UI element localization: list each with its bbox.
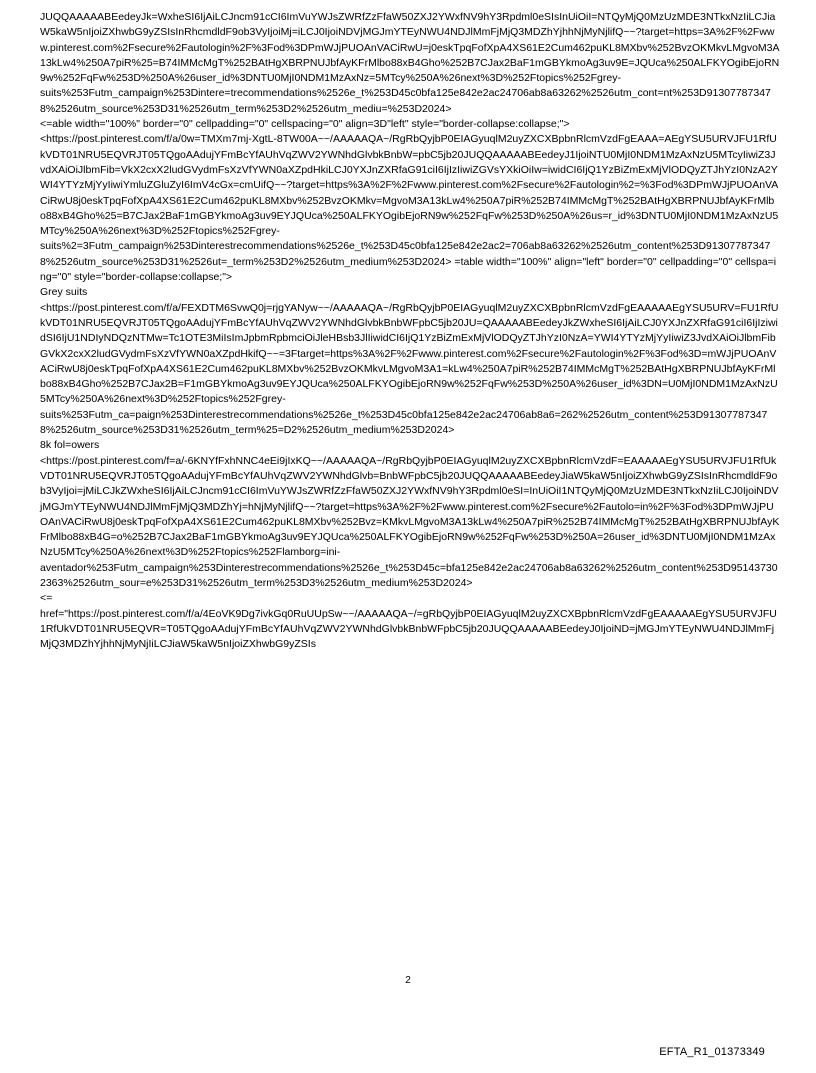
email-text-line: <= (40, 592, 53, 605)
email-text-line: <https://post.pinterest.com/f/a/0w=TMXm7mj-XgtL-8TW00A~~/AAAAAQA~/RgRbQyjbP0EIAGyuqlM2uyZXCXBpbnRlcmVzdFgEAAA=AEgYSU5URVJFU1RfUkVDT01NRU5EQVRJT05TQgoAAdujYFmBcYfAUhVqZWV2YWNhdGlvbkBnbW=pbC5jb20JUQQAAAAABEedeyJ1IjoiNTU0MjI0NDM1MzAxNzU5MTcyIiwiZ3JvdXAiOiJlbmFib=VkX2cxX2ludGVydmFsXzVfYWN0aXZpdHkiLCJ0YXJnZXRfaG91ciI6IjIzIiwiZGVsYXkiOiIw=iwidCI6IjQ1YzBiZmExMjVlODQyZTJhYzI0NzA2YWI4YTYzMjYyIiwiYmluZGluZyI6ImV4cGx=cmUifQ~~?target=https%3A%2F%2Fwww.pinterest.com%2Fsecure%2Fautologin%2=%3Fod%3DPmWJjPUOAnVACiRwU8j0eskTpqFofXpA4XS61E2Cum462puKL8MXbv%252BvzOKMkv=MgvoM3A13kLw4%250A7piR%252B74IMMcMgT%252BAtHgXBRPNUJbfAyKFrMlbo88xB4Gho%25=B7CJax2BaF1mGBYkmoAg3uv9EYJQUca%250ALFKYOgibEjoRN9w%252FqFw%253D%250A%26us=r_id%3DNTU0MjI0NDM1MzAxNzU5MTcy%250A%26next%3D%252Ftopics%252Fgrey- (40, 133, 779, 238)
email-text-line: Grey suits (40, 286, 88, 299)
email-text-line: JUQQAAAAABEedeyJk=WxheSI6IjAiLCJncm91cCI6ImVuYWJsZWRfZzFfaW50ZXJ2YWxfNV9hY3Rpdml0eSIsInUiOiI=NTQyMjQ0MzUzMDE3NTkxNzIiLCJiaW5kaW5nIjoiZXhwbG9yZSIsInRhcmdldF9ob3VyIjoiMj=iLCJ0IjoiNDVjMGJmYTEyNWU4NDJlMmFjMjQ3MDZhYjhhNjMyNjlifQ~~?target=https=3A%2F%2Fwww.pinterest.com%2Fsecure%2Fautologin%2F%3Fod%3DPmWJjPUOAnVACiRwU=j0eskTpqFofXpA4XS61E2Cum462puKL8MXbv%252BvzOKMkvLMgvoM3A13kLw4%250A7piR%25=B74IMMcMgT%252BAtHgXBRPNUJbfAyKFrMlbo88xB4Gho%252B7CJax2BaF1mGBYkmoAg3uv9E=JQUca%250ALFKYOgibEjoRN9w%252FqFw%253D%250A%26user_id%3DNTU0MjI0NDM1MzAxNz=5MTcy%250A%26next%3D%252Ftopics%252Fgrey- (40, 11, 780, 85)
email-text-line: href="https://post.pinterest.com/f/a/4EoVK9Dg7ivkGq0RuUUpSw~~/AAAAAQA~/=gRbQyjbP0EIAGyuqlM2uyZXCXBpbnRlcmVzdFgEAAAAAEgYSU5URVJFU1RfUkVDT01NRU5EQVR=T05TQgoAAdujYFmBcYfAUhVqZWV2YWNhdGlvbkBnbWFpbC5jb20JUQQAAAAABEedeyJ0IjoiND=jMGJmYTEyNWU4NDJlMmFjMjQ3MDZhYjhhNjMyNjIiLCJiaW5kaW5nIjoiZXhwbG9yZSIs (40, 607, 777, 651)
bates-number: EFTA_R1_01373349 (659, 1046, 765, 1058)
email-text-line: 8k fol=owers (40, 439, 100, 452)
page-number: 2 (405, 975, 411, 986)
email-text-line: aventador%253Futm_campaign%253Dinterestrecommendations%2526e_t%253D45c=bfa125e842e2ac24706ab8a63262%2526utm_content%253D951437302363%2526utm_sour=e%253D31%2526utm_term%253D3%2526utm_medium%253D2024> (40, 561, 778, 589)
document-body (40, 10, 780, 652)
email-text-line: suits%253Futm_ca=paign%253Dinterestrecommendations%2526e_t%253D45c0bfa125e842e2ac24706ab8a6=262%2526utm_content%253D913077873478%2526utm_source%253D31%2526utm_term%25=D2%2526utm_medium%253D2024> (40, 408, 768, 437)
email-text-line: suits%253Futm_campaign%253Dintere=trecommendations%2526e_t%253D45c0bfa125e842e2ac24706ab8a63262%2526utm_cont=nt%253D913077873478%2526utm_source%253D31%2526utm_term%253D2%2526utm_mediu=%253D2024> (40, 87, 771, 115)
email-text-line: <=able width="100%" border="0" cellpadding="0" cellspacing="0" align=3D"left" style="border-collapse:collapse;"> (40, 118, 570, 131)
email-text-line: suits%2=3Futm_campaign%253Dinterestrecommendations%2526e_t%253D45c0bfa125e842e2ac2=706ab8a63262%2526utm_content%253D913077873478%2526utm_source%253D31%2526ut=_term%253D2%2526utm_medium%253D2024> =table width="100%" align="left" border="0" cellpadding="0" cellspa=ing="0" style="border-collapse:collapse;"> (40, 240, 777, 284)
email-text-line: <https://post.pinterest.com/f=a/-6KNYfFxhNNC4eEi9jIxKQ~~/AAAAAQA~/RgRbQyjbP0EIAGyuqlM2uyZXCXBpbnRlcmVzdF=EAAAAAEgYSU5URVJFU1RfUkVDT01NRU5EQVRJT05TQgoAAdujYFmBcYfAUhVqZWV2YWNhdGlvb=BnbWFpbC5jb20JUQQAAAAABEedeyJiaW5kaW5nIjoiZXhwbG9yZSIsInRhcmdldF9ob3VyIjoi=jMiLCJkZWxheSI6IjAiLCJncm91cCI6ImVuYWJsZWRfZzFfaW50ZXJ2YWxfNV9hY3Rpdml0eSI=InUiOiI1NTQyMjQ0MzUzMDE3NTkxNzIiLCJ0IjoiNDVjMGJmYTEyNWU4NDJlMmFjMjQ3MDZhYj=hNjMyNjlifQ~~?target=https%3A%2F%2Fwww.pinterest.com%2Fsecure%2Fautolo=in%2F%3Fod%3DPmWJjPUOAnVACiRwU8j0eskTpqFofXpA4XS61E2Cum462puKL8MXbv%252Bvz=KMkvLMgvoM3A13kLw4%250A7piR%252B74IMMcMgT%252BAtHgXBRPNUJbfAyKFrMlbo88xB4G=o%252B7CJax2BaF1mGBYkmoAg3uv9EYJQUca%250ALFKYOgibEjoRN9w%252FqFw%253D%250A=26user_id%3DNTU0MjI0NDM1MzAxNzU5MTcy%250A%26next%3D%252Ftopics%252Flamborg=ini- (40, 454, 780, 559)
email-text-line: <https://post.pinterest.com/f/a/FEXDTM6SvwQ0j=rjgYANyw~~/AAAAAQA~/RgRbQyjbP0EIAGyuqlM2uyZXCXBpbnRlcmVzdFgEAAAAAEgYSU5URV=FU1RfUkVDT01NRU5EQVRJT05TQgoAAdujYFmBcYfAUhVqZWV2YWNhdGlvbkBnbWFpbC5jb20JU=QAAAAABEedeyJkZWxheSI6IjAiLCJ0YXJnZXRfaG91ciI6IjIziwidSI6IjU1NDIyNDQzNTMw=Tc1OTE3MiIsImJpbmRpbmciOiJleHBsb3JlIiwidCI6IjQ1YzBiZmExMjVlODQyZTJhYzI0NzA=YWI4YTYzMjYyIiwiZ3JvdXAiOiJlbmFibGVkX2cxX2ludGVydmFsXzVfYWN0aXZpdHkifQ~~=3Ftarget=https%3A%2F%2Fwww.pinterest.com%2Fsecure%2Fautologin%2F%3Fod%3D=mWJjPUOAnVACiRwU8j0eskTpqFofXpA4XS61E2Cum462puKL8MXbv%252BvzOKMkvLMgvoM3A1=kLw4%250A7piR%252B74IMMcMgT%252BAtHgXBRPNUJbfAyKFrMlbo88xB4Gho%252B7CJax2B=F1mGBYkmoAg3uv9EYJQUca%250ALFKYOgibEjoRN9w%252FqFw%253D%250A%26user_id%3DN=U0MjI0NDM1MzAxNzU5MTcy%250A%26next%3D%252Ftopics%252Fgrey- (40, 301, 779, 406)
